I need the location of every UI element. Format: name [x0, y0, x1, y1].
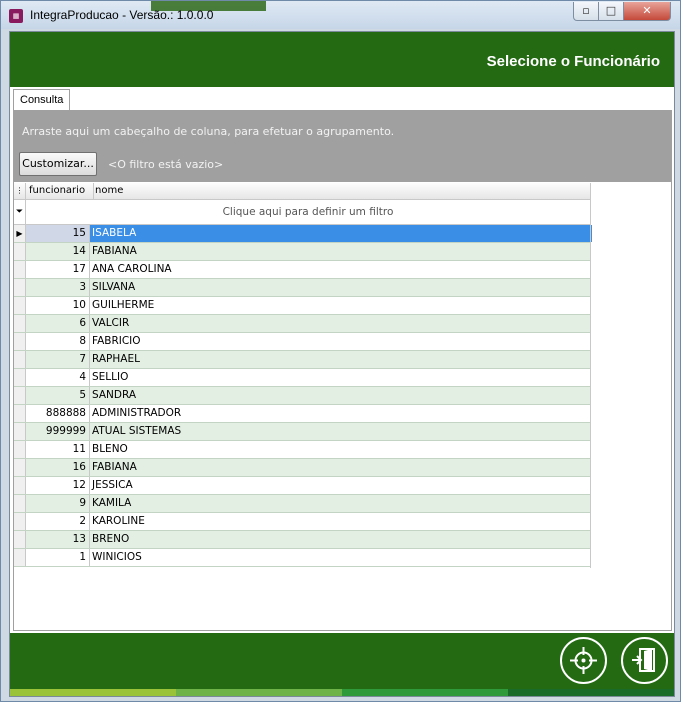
table-row[interactable] [14, 441, 590, 459]
row-indicator [14, 423, 26, 440]
cell-nome[interactable]: SILVANA [92, 281, 136, 293]
close-icon: ✕ [642, 4, 652, 17]
cell-nome[interactable]: JESSICA [92, 479, 133, 491]
row-indicator [14, 279, 26, 296]
title-bar [1, 1, 680, 29]
grid-header [14, 183, 590, 200]
table-row[interactable] [14, 387, 590, 405]
stripe-segment [508, 689, 674, 696]
cell-nome[interactable]: RAPHAEL [92, 353, 140, 365]
tab-label: Consulta [20, 94, 64, 106]
cell-funcionario[interactable]: 1 [26, 549, 90, 566]
table-row[interactable] [14, 495, 590, 513]
table-row[interactable] [14, 315, 590, 333]
cell-funcionario[interactable]: 12 [26, 477, 90, 494]
cell-funcionario[interactable]: 11 [26, 441, 90, 458]
tab-panel-consulta [13, 110, 672, 631]
row-indicator [14, 351, 26, 368]
cell-nome[interactable]: BRENO [92, 533, 130, 545]
cell-funcionario[interactable]: 9 [26, 495, 90, 512]
row-indicator [14, 243, 26, 260]
cell-nome[interactable]: ADMINISTRADOR [92, 407, 182, 419]
cell-nome[interactable]: FABIANA [92, 461, 137, 473]
maximize-button[interactable] [598, 2, 624, 21]
minimize-icon: ▫ [582, 4, 590, 17]
table-row[interactable] [14, 459, 590, 477]
cell-nome[interactable]: FABRICIO [92, 335, 141, 347]
form-client-area [9, 31, 675, 697]
customize-button[interactable]: Customizar... [19, 152, 97, 176]
exit-door-icon [629, 645, 660, 676]
grid-rows [14, 225, 590, 567]
page-title: Selecione o Funcionário [486, 53, 660, 70]
cell-funcionario[interactable]: 16 [26, 459, 90, 476]
group-by-panel[interactable] [14, 111, 671, 182]
cell-funcionario[interactable]: 15 [26, 225, 90, 242]
cell-nome[interactable]: SANDRA [92, 389, 137, 401]
close-button[interactable] [623, 2, 671, 21]
cell-nome[interactable]: KAMILA [92, 497, 132, 509]
cell-nome[interactable]: ANA CAROLINA [92, 263, 172, 275]
crosshair-icon [568, 645, 599, 676]
table-row[interactable] [14, 531, 590, 549]
group-by-hint: Arraste aqui um cabeçalho de coluna, para efetuar o agrupamento. [22, 125, 395, 138]
footer-color-stripe [10, 689, 674, 696]
table-row[interactable] [14, 297, 590, 315]
table-row[interactable] [14, 225, 590, 243]
column-header-funcionario[interactable]: funcionario [26, 183, 94, 199]
cell-nome[interactable]: WINICIOS [92, 551, 142, 563]
cell-funcionario[interactable]: 2 [26, 513, 90, 530]
cell-nome[interactable]: VALCIR [92, 317, 130, 329]
cell-nome[interactable]: FABIANA [92, 245, 137, 257]
row-indicator [14, 369, 26, 386]
table-row[interactable] [14, 369, 590, 387]
table-row[interactable] [14, 405, 590, 423]
column-header-nome[interactable]: nome [95, 185, 124, 196]
table-row[interactable] [14, 513, 590, 531]
current-row-indicator-icon: ▶ [14, 225, 26, 242]
cell-nome[interactable]: GUILHERME [92, 299, 155, 311]
row-indicator [14, 405, 26, 422]
stripe-segment [10, 689, 176, 696]
exit-button[interactable] [621, 637, 668, 684]
row-indicator [14, 315, 26, 332]
cell-nome[interactable]: KAROLINE [92, 515, 145, 527]
filter-row-hint: Clique aqui para definir um filtro [222, 206, 394, 218]
row-indicator [14, 387, 26, 404]
cell-funcionario[interactable]: 17 [26, 261, 90, 278]
table-row[interactable] [14, 243, 590, 261]
filter-icon: ⏷ [14, 200, 26, 224]
cell-funcionario[interactable]: 888888 [26, 405, 90, 422]
row-indicator [14, 333, 26, 350]
stripe-segment [176, 689, 342, 696]
tab-consulta[interactable] [13, 89, 70, 110]
filter-status: <O filtro está vazio> [108, 158, 224, 171]
window-title: IntegraProducao - Versão.: 1.0.0.0 [30, 8, 214, 22]
minimize-button[interactable] [573, 2, 599, 21]
cell-funcionario[interactable]: 3 [26, 279, 90, 296]
cell-nome[interactable]: SELLIO [92, 371, 129, 383]
table-row[interactable] [14, 351, 590, 369]
table-row[interactable] [14, 333, 590, 351]
stripe-segment [342, 689, 508, 696]
row-indicator [14, 477, 26, 494]
table-row[interactable] [14, 477, 590, 495]
table-row[interactable] [14, 549, 590, 567]
cell-funcionario[interactable]: 4 [26, 369, 90, 386]
cell-funcionario[interactable]: 6 [26, 315, 90, 332]
filter-row[interactable] [14, 200, 590, 225]
header-band [10, 32, 674, 87]
employee-grid [14, 183, 590, 567]
table-row[interactable] [14, 279, 590, 297]
row-indicator [14, 513, 26, 530]
cell-funcionario[interactable]: 10 [26, 297, 90, 314]
row-indicator [14, 459, 26, 476]
row-indicator [14, 531, 26, 548]
cell-funcionario[interactable]: 7 [26, 351, 90, 368]
maximize-icon: □ [605, 4, 617, 17]
cell-funcionario[interactable]: 5 [26, 387, 90, 404]
table-row[interactable] [14, 423, 590, 441]
cell-nome[interactable]: BLENO [92, 443, 128, 455]
cell-funcionario[interactable]: 8 [26, 333, 90, 350]
footer-band [10, 633, 674, 696]
table-row[interactable] [14, 261, 590, 279]
cell-nome[interactable]: ISABELA [90, 225, 592, 242]
row-indicator [14, 441, 26, 458]
cell-funcionario[interactable]: 999999 [26, 423, 90, 440]
row-indicator [14, 549, 26, 566]
select-button[interactable] [560, 637, 607, 684]
cell-nome[interactable]: ATUAL SISTEMAS [92, 425, 182, 437]
row-indicator [14, 261, 26, 278]
cell-funcionario[interactable]: 13 [26, 531, 90, 548]
row-indicator [14, 495, 26, 512]
column-chooser-icon[interactable]: ⋮ [14, 183, 26, 199]
row-indicator [14, 297, 26, 314]
app-icon: ▦ [9, 9, 23, 23]
cell-funcionario[interactable]: 14 [26, 243, 90, 260]
